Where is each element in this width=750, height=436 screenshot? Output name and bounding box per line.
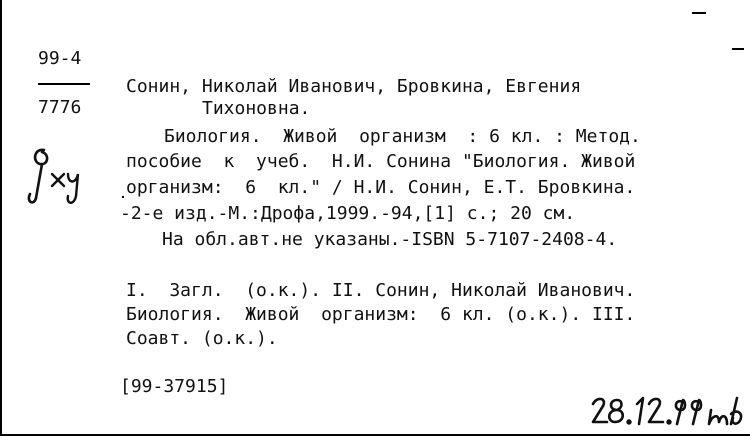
- tracing-line-2: Биология. Живой организм: 6 кл. (о.к.). III.: [126, 304, 636, 325]
- handwritten-date: [587, 392, 747, 434]
- scan-mark: [122, 196, 124, 198]
- shelfmark-top: 99-4: [38, 48, 82, 69]
- main-entry-line-1: Сонин, Николай Иванович, Бровкина, Евгения: [126, 76, 582, 97]
- shelfmark-divider: [38, 83, 90, 85]
- description-line-5: На обл.авт.не указаны.-ISBN 5-7107-2408-4.: [162, 229, 618, 250]
- control-number: [99-37915]: [120, 376, 229, 397]
- tracing-line-1: I. Загл. (о.к.). II. Сонин, Николай Иванович.: [126, 280, 636, 301]
- scan-mark: [692, 12, 706, 14]
- tracing-line-3: Соавт. (о.к.).: [126, 328, 278, 349]
- shelfmark-bottom: 7776: [38, 97, 82, 118]
- description-line-4: -2-е изд.-М.:Дрофа,1999.-94,[1] с.; 20 см.: [120, 203, 576, 224]
- description-line-3: организм: 6 кл." / Н.И. Сонин, Е.Т. Бровкина.: [126, 177, 636, 198]
- main-entry-line-2: Тихоновна.: [202, 98, 311, 119]
- description-line-1: Биология. Живой организм : 6 кл. : Метод.: [164, 126, 641, 147]
- scan-mark: [732, 48, 744, 50]
- description-line-2: пособие к учеб. Н.И. Сонина "Биология. Живой: [126, 151, 636, 172]
- handwritten-side-note: [20, 140, 100, 210]
